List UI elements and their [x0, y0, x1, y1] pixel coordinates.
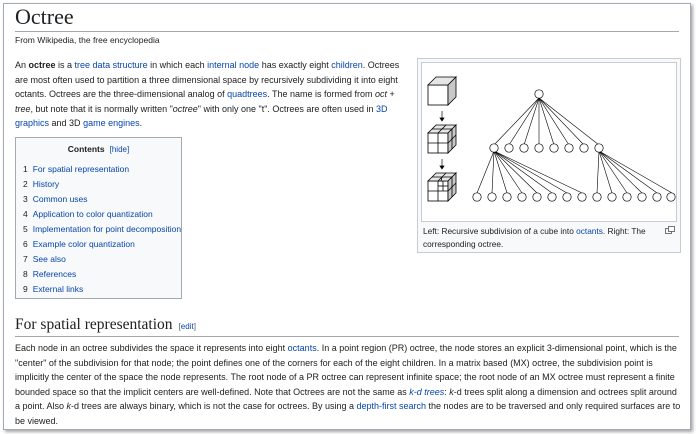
toc-link[interactable]: See also [32, 254, 66, 264]
toc-link[interactable]: Application to color quantization [32, 209, 153, 219]
section-italic: k [66, 401, 72, 412]
link-kd-trees[interactable] [409, 387, 444, 397]
section-heading-spatial [15, 316, 196, 334]
intro-text: . Octrees are most often used to partition a three dimensional space by recursively subdividing it into eight octants. Octrees are the three-dimensional analog of [15, 60, 400, 100]
link-game-engines[interactable]: game engines [83, 118, 140, 129]
intro-italic: tree [15, 103, 31, 114]
enlarge-icon-glyph [665, 226, 675, 234]
site-tagline: From Wikipedia, the free encyclopedia [15, 35, 160, 45]
caption-text: Left: Recursive subdivision of a cube into [423, 226, 577, 236]
octree-diagram [422, 63, 676, 221]
intro-text: and 3D [49, 118, 84, 129]
page-title: Octree [15, 4, 74, 29]
section-text: Each node in an octree subdivides the space it represents into eight [15, 343, 288, 353]
toc-number: 2 [23, 179, 28, 189]
intro-text: + [387, 89, 395, 100]
cube-level-2 [428, 173, 456, 201]
table-of-contents [15, 137, 182, 299]
intro-text: " with only one "t". Octrees are often used in [197, 103, 376, 114]
section-paragraph [15, 341, 683, 429]
toc-link[interactable]: History [32, 179, 60, 189]
toc-number: 1 [23, 164, 28, 174]
cube-level-0 [428, 77, 456, 105]
link-children[interactable]: children [331, 60, 363, 70]
toc-link[interactable]: References [32, 269, 77, 279]
intro-text: , but note that it is normally written " [30, 103, 173, 114]
octree-diagram-image[interactable] [421, 62, 677, 222]
intro-paragraph [15, 58, 400, 131]
link-octants[interactable]: octants [287, 343, 317, 353]
link-quadtrees[interactable]: quadtrees [227, 89, 268, 100]
toc-item[interactable] [23, 267, 181, 282]
toc-link[interactable]: Common uses [32, 194, 88, 204]
link-kd-trees-text: k-d trees [409, 386, 445, 397]
toc-number: 7 [23, 254, 28, 264]
intro-italic: oct [375, 89, 388, 100]
section-text: the nodes are to be traversed and only required surfaces are to be viewed. [15, 401, 681, 426]
intro-text: . The name is formed from [267, 89, 376, 100]
article-page [3, 3, 691, 430]
toc-item[interactable] [23, 177, 181, 192]
toc-list [16, 162, 181, 297]
toc-number: 8 [23, 269, 28, 279]
title-divider [15, 31, 679, 32]
toc-header [16, 144, 181, 154]
toc-item[interactable] [23, 237, 181, 252]
figure-caption [423, 225, 653, 250]
intro-text: in which each [147, 60, 208, 70]
toc-item[interactable] [23, 207, 181, 222]
toc-item[interactable] [23, 192, 181, 207]
link-3d-graphics[interactable]: 3D graphics [15, 103, 388, 129]
toc-number: 6 [23, 239, 28, 249]
down-arrow-2 [440, 159, 444, 169]
toc-item[interactable] [23, 162, 181, 177]
intro-text: An [15, 60, 29, 70]
section-text: : [444, 386, 450, 397]
toc-number: 5 [23, 224, 28, 234]
toc-title: Contents [67, 144, 105, 154]
section-text: -d trees split along a dimension and octrees split around a point. Also [15, 386, 677, 412]
toc-item[interactable] [23, 282, 181, 297]
enlarge-icon[interactable] [665, 226, 675, 236]
toc-number: 3 [23, 194, 28, 204]
section-text: -d trees are always binary, which is not the case for octrees. By using a [71, 401, 357, 412]
intro-text: is a [55, 60, 75, 70]
toc-hide-toggle[interactable]: [hide] [109, 145, 130, 154]
toc-number: 9 [23, 284, 28, 294]
toc-link[interactable]: Implementation for point decomposition [32, 224, 182, 234]
cube-level-1 [428, 125, 456, 153]
link-tree-data-structure[interactable]: tree data structure [74, 60, 148, 70]
toc-link[interactable]: For spatial representation [32, 164, 130, 174]
intro-italic: octree [172, 103, 198, 114]
toc-item[interactable] [23, 252, 181, 267]
intro-text: has exactly eight [259, 60, 332, 70]
toc-link[interactable]: External links [32, 284, 84, 294]
section-edit: [edit] [178, 322, 196, 331]
section-text: . In a point region (PR) octree, the node stores an explicit 3-dimensional point, which is the "center" of the subdivision for that node; the point defines one of the corners for each of the eight children. In a matrix based (MX) octree, the subdivision point is implicitly the center of the space the node represents. The root node of a PR octree can represent infinite space; the root node of an MX octree must represent a finite bounded space so that the implicit centers are well-defined. Note that Octrees are not the same as [15, 343, 677, 397]
link-depth-first-search[interactable]: depth-first search [356, 401, 427, 412]
section-divider [15, 336, 679, 337]
toc-link[interactable]: Example color quantization [32, 239, 135, 249]
toc-number: 4 [23, 209, 28, 219]
caption-text: . Right: The corresponding octree. [423, 226, 646, 249]
figure-thumbnail [417, 58, 681, 253]
section-heading-text: For spatial representation [15, 316, 173, 333]
toc-item[interactable] [23, 222, 181, 237]
edit-section-link[interactable]: edit [180, 322, 194, 331]
section-italic: k [449, 386, 454, 397]
intro-text: . [139, 118, 143, 129]
link-internal-node[interactable]: internal node [207, 60, 260, 70]
down-arrow-1 [440, 111, 444, 121]
link-octants-caption[interactable]: octants [576, 226, 603, 236]
intro-bold-term: octree [28, 60, 56, 70]
